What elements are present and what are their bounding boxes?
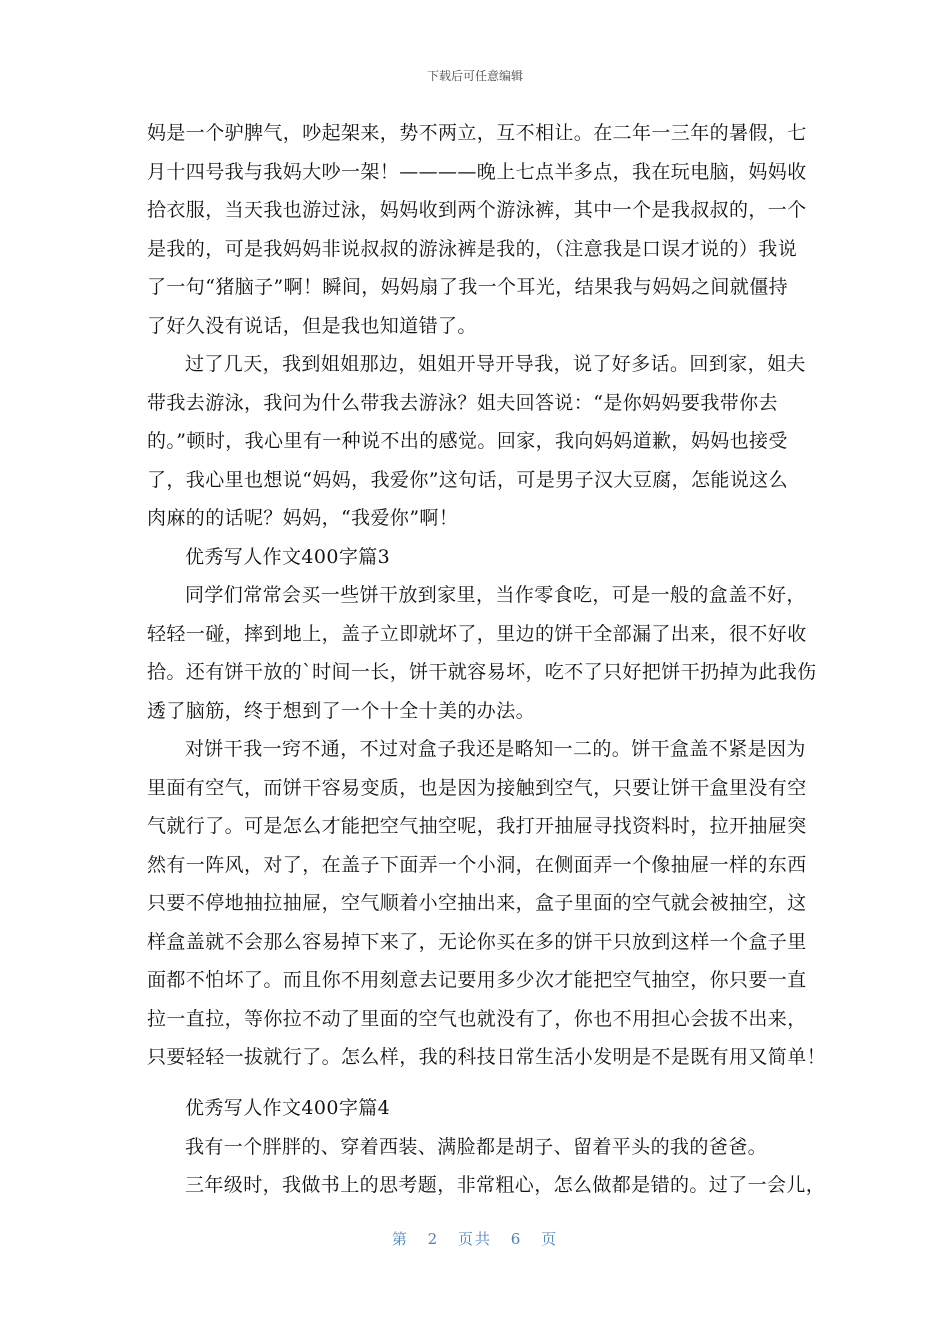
text-line: 拾衣服，当天我也游过泳，妈妈收到两个游泳裤，其中一个是我叔叔的，一个: [147, 199, 807, 221]
text-line: 里面有空气，而饼干容易变质，也是因为接触到空气，只要让饼干盒里没有空: [147, 776, 807, 799]
text-line: 气就行了。可是怎么才能把空气抽空呢，我打开抽屉寻找资料时，拉开抽屉突: [147, 815, 807, 837]
text-line: 样盒盖就不会那么容易掉下来了，无论你买在多的饼干只放到这样一个盒子里: [147, 930, 807, 953]
text-line: 优秀写人作文400字篇3: [185, 545, 391, 568]
page-footer: 第 2 页共 6 页: [391, 1230, 559, 1248]
text-line: 我有一个胖胖的、穿着西装、满脸都是胡子、留着平头的我的爸爸。: [185, 1135, 768, 1158]
text-line: 同学们常常会买一些饼干放到家里，当作零食吃，可是一般的盒盖不好，: [185, 584, 806, 606]
text-line: 带我去游泳，我问为什么带我去游泳？姐夫回答说：“是你妈妈要我带你去: [147, 391, 778, 414]
text-line: 优秀写人作文400字篇4: [185, 1097, 391, 1119]
text-line: 三年级时，我做书上的思考题，非常粗心，怎么做都是错的。过了一会儿，: [185, 1174, 826, 1196]
text-line: 然有一阵风，对了，在盖子下面弄一个小洞，在侧面弄一个像抽屉一样的东西: [147, 853, 807, 876]
text-line: 了，我心里也想说“妈妈，我爱你”这句话，可是男子汉大豆腐，怎能说这么: [147, 468, 789, 491]
text-line: 面都不怕坏了。而且你不用刻意去记要用多少次才能把空气抽空，你只要一直: [147, 969, 807, 991]
text-line: 轻轻一碰，摔到地上，盖子立即就坏了，里边的饼干全部漏了出来，很不好收: [147, 622, 807, 645]
text-line: 对饼干我一窍不通，不过对盒子我还是略知一二的。饼干盒盖不紧是因为: [185, 738, 806, 760]
document-body: [147, 114, 827, 1077]
text-line: 月十四号我与我妈大吵一架！————晚上七点半多点，我在玩电脑，妈妈收: [147, 160, 807, 183]
text-line: 拉一直拉，等你拉不动了里面的空气也就没有了，你也不用担心会拔不出来，: [147, 1007, 807, 1030]
text-line: 只要轻轻一拔就行了。怎么样，我的科技日常生活小发明是不是既有用又简单！: [147, 1046, 827, 1068]
text-line: 是我的，可是我妈妈非说叔叔的游泳裤是我的，（注意我是口误才说的）我说: [147, 237, 798, 260]
text-line: 过了几天，我到姐姐那边，姐姐开导开导我，说了好多话。回到家，姐夫: [185, 353, 806, 375]
text-line: 了好久没有说话，但是我也知道错了。: [147, 314, 477, 337]
text-line: 的。”顿时，我心里有一种说不出的感觉。回家，我向妈妈道歉，妈妈也接受: [147, 430, 788, 452]
text-line: 肉麻的的话呢？妈妈，“我爱你”啊！: [147, 507, 459, 529]
page-header: 下载后可任意编辑: [426, 69, 523, 83]
text-line: 妈是一个驴脾气，吵起架来，势不两立，互不相让。在二年一三年的暑假，七: [147, 122, 807, 144]
text-line: 了一句“猪脑子”啊！瞬间，妈妈扇了我一个耳光，结果我与妈妈之间就僵持: [147, 276, 789, 298]
text-line: 拾。还有饼干放的`时间一长，饼干就容易坏，吃不了只好把饼干扔掉为此我伤: [147, 661, 817, 683]
document-body-continued: [147, 1089, 826, 1205]
text-line: 透了脑筋，终于想到了一个十全十美的办法。: [147, 699, 536, 722]
text-line: 只要不停地抽拉抽屉，空气顺着小空抽出来，盒子里面的空气就会被抽空，这: [147, 892, 807, 914]
